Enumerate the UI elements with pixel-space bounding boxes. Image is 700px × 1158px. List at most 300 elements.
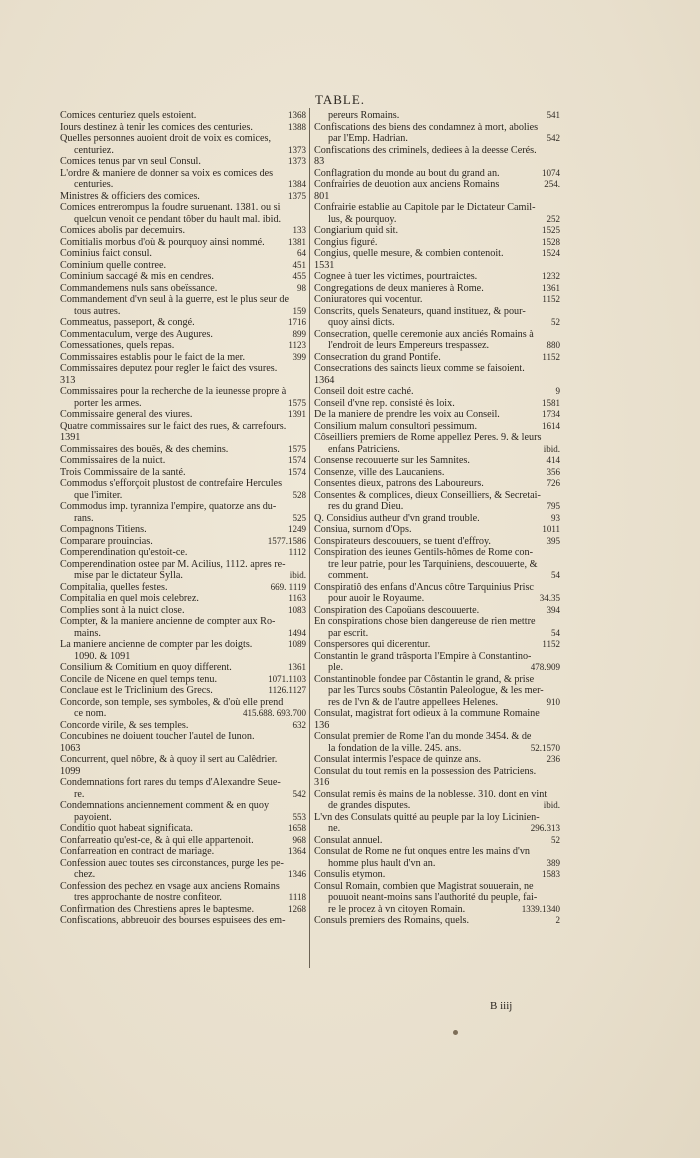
- index-entry: [60, 421, 306, 433]
- entry-page-ref: 1011: [542, 524, 560, 534]
- signature-mark: B iiij: [490, 1000, 513, 1012]
- entry-page-ref: 394: [546, 604, 560, 615]
- index-entry: [314, 478, 560, 490]
- entry-text: Conspiration des Capoüans descouuerte.: [314, 604, 480, 616]
- entry-page-ref: 1574: [288, 466, 306, 477]
- entry-text: Consentes & complices, dieux Conseilliers, & Secretai-: [314, 489, 541, 501]
- index-entry: [60, 352, 306, 364]
- entry-page-ref: 399: [292, 351, 306, 362]
- entry-text: Consecration, quelle ceremonie aux anciés Romains à: [314, 328, 534, 340]
- entry-page-ref: 2: [555, 915, 560, 925]
- entry-text: Commissaires establis pour le faict de la mer.: [60, 351, 246, 363]
- entry-text: Comessationes, quels repas.: [60, 340, 175, 351]
- index-entry: [60, 754, 306, 766]
- entry-text: pereurs Romains.: [328, 110, 400, 121]
- entry-text: 313: [60, 374, 76, 386]
- entry-text: par les Turcs soubs Côstantin Paleologue, & les mer-: [328, 685, 544, 696]
- index-entry: [60, 559, 306, 571]
- index-entry: [314, 214, 560, 226]
- entry-text: Commodus s'efforçoit plustost de contrefaire Hercules: [60, 478, 283, 489]
- index-entry: [60, 858, 306, 870]
- entry-page-ref: ibid.: [543, 800, 560, 810]
- entry-page-ref: 1074: [542, 167, 560, 178]
- entry-page-ref: 1071.1103: [268, 673, 306, 684]
- entry-page-ref: 726: [546, 478, 560, 488]
- entry-text: res de l'vn & de l'autre appellees Helenes.: [328, 696, 498, 708]
- index-entry: [314, 398, 560, 410]
- entry-text: Conseil d'vne rep. consisté ès loix.: [314, 397, 455, 409]
- index-entry: [314, 271, 560, 283]
- index-entry: [314, 122, 560, 134]
- entry-page-ref: 52: [551, 317, 560, 327]
- index-entry: [314, 455, 560, 467]
- index-entry: [60, 306, 306, 318]
- entry-page-ref: 1368: [288, 110, 306, 120]
- entry-text: Cominium saccagé & mis en cendres.: [60, 271, 214, 282]
- entry-text: quoy ainsi dicts.: [328, 317, 395, 328]
- entry-page-ref: 159: [292, 305, 306, 316]
- entry-page-ref: 632: [292, 719, 306, 730]
- index-entry: [314, 248, 560, 260]
- index-entry: [60, 593, 306, 605]
- entry-page-ref: 98: [297, 282, 306, 293]
- entry-text: la fondation de la ville. 245. ans.: [328, 742, 462, 754]
- index-entry: [60, 685, 306, 697]
- index-entry: [60, 191, 306, 203]
- entry-page-ref: 54: [551, 627, 560, 638]
- entry-page-ref: 296.313: [530, 823, 560, 833]
- entry-page-ref: 52.1570: [530, 742, 560, 753]
- entry-text: Confiscations des criminels, dediees à la deesse Cerés.: [314, 144, 537, 156]
- index-entry: [314, 156, 560, 168]
- index-entry: [60, 225, 306, 237]
- entry-text: Compitalia en quel mois celebrez.: [60, 593, 199, 604]
- index-entry: [60, 547, 306, 559]
- entry-text: ple.: [328, 662, 343, 673]
- index-entry: [314, 490, 560, 502]
- entry-text: Ministres & officiers des comices.: [60, 190, 200, 202]
- entry-text: Congius, quelle mesure, & combien contenoit.: [314, 248, 504, 259]
- entry-text: La maniere ancienne de compter par les doigts.: [60, 639, 253, 650]
- entry-page-ref: 1734: [542, 409, 560, 419]
- entry-page-ref: 1528: [542, 236, 560, 247]
- index-entry: [314, 754, 560, 766]
- entry-page-ref: 1381: [288, 236, 306, 247]
- index-entry: [314, 225, 560, 237]
- entry-page-ref: 1388: [288, 121, 306, 132]
- index-entry: [60, 639, 306, 651]
- index-entry: [60, 363, 306, 375]
- entry-page-ref: 968: [292, 834, 306, 845]
- index-entry: [314, 570, 560, 582]
- index-entry: [314, 697, 560, 709]
- entry-text: Consilium & Comitium en quoy different.: [60, 662, 232, 673]
- index-entry: [314, 812, 560, 824]
- index-entry: [60, 110, 306, 122]
- entry-text: 1391: [60, 432, 81, 443]
- entry-page-ref: 1583: [542, 869, 560, 879]
- index-entry: [60, 524, 306, 536]
- index-entry: [314, 662, 560, 674]
- entry-text: 1531: [314, 259, 335, 271]
- index-entry: [60, 248, 306, 260]
- index-entry: [60, 214, 306, 226]
- entry-text: quelcun venoit ce pendant tôber du hault mal. ibid.: [74, 213, 282, 225]
- index-entry: [314, 444, 560, 456]
- entry-text: 1099: [60, 765, 81, 777]
- index-entry: [60, 835, 306, 847]
- entry-page-ref: 1232: [542, 271, 560, 281]
- entry-page-ref: 1373: [288, 156, 306, 166]
- entry-text: Commandement d'vn seul à la guerre, est le plus seur de: [60, 294, 290, 305]
- entry-text: Concubines ne doiuent toucher l'autel de Iunon.: [60, 731, 255, 742]
- entry-text: par escrit.: [328, 627, 369, 639]
- entry-text: Conscrits, quels Senateurs, quand instituez, & pour-: [314, 305, 526, 317]
- entry-text: En conspirations chose bien dangereuse de rien mettre: [314, 616, 536, 627]
- index-entry: [60, 444, 306, 456]
- index-entry: [60, 915, 306, 927]
- index-entry: [60, 904, 306, 916]
- entry-text: De la maniere de prendre les voix au Conseil.: [314, 409, 500, 420]
- entry-page-ref: 899: [292, 328, 306, 339]
- entry-text: Consilium malum consultori pessimum.: [314, 420, 477, 432]
- entry-page-ref: 1658: [288, 823, 306, 833]
- index-entry: [60, 570, 306, 582]
- index-entry: [314, 881, 560, 893]
- index-entry: [314, 168, 560, 180]
- index-entry: [60, 605, 306, 617]
- index-entry: [60, 260, 306, 272]
- index-entry: [314, 674, 560, 686]
- index-entry: [314, 628, 560, 640]
- index-entry: [60, 674, 306, 686]
- entry-text: Comices entrerompus la foudre suruenant. 1381. ou si: [60, 202, 281, 213]
- entry-text: Comperendination qu'estoit-ce.: [60, 547, 188, 558]
- entry-text: Conseil doit estre caché.: [314, 386, 414, 397]
- right-column: [314, 110, 560, 927]
- entry-page-ref: 52: [551, 834, 560, 845]
- entry-text: Confrairies de deuotion aux anciens Romains: [314, 179, 500, 190]
- entry-page-ref: 1089: [288, 639, 306, 649]
- entry-page-ref: 252: [546, 213, 560, 224]
- entry-text: Commissaires pour la recherche de la ieunesse propre à: [60, 386, 287, 397]
- index-entry: [60, 616, 306, 628]
- entry-text: Confiscations des biens des condamnez à mort, abolies: [314, 121, 539, 133]
- entry-text: Condemnations fort rares du temps d'Alexandre Seue-: [60, 777, 281, 788]
- entry-text: L'vn des Consulats quitté au peuple par la loy Licinien-: [314, 811, 540, 823]
- index-entry: [314, 363, 560, 375]
- left-column: [60, 110, 306, 927]
- entry-text: comment.: [328, 570, 369, 581]
- index-entry: [60, 156, 306, 168]
- entry-text: Comperendination ostee par M. Acilius, 1112. apres re-: [60, 558, 286, 570]
- entry-page-ref: 1524: [542, 248, 560, 258]
- index-entry: [314, 582, 560, 594]
- index-entry: [314, 386, 560, 398]
- entry-page-ref: 1361: [542, 282, 560, 293]
- index-entry: [60, 628, 306, 640]
- entry-text: Confession des pechez en vsage aux anciens Romains: [60, 880, 280, 892]
- index-entry: [60, 490, 306, 502]
- index-entry: [314, 409, 560, 421]
- entry-page-ref: 254.: [544, 179, 560, 189]
- index-entry: [314, 835, 560, 847]
- entry-text: Consecrations des saincts lieux comme se faisoient.: [314, 363, 525, 374]
- entry-text: Confiscations, abbreuoir des bourses espuisees des em-: [60, 915, 286, 926]
- index-entry: [60, 271, 306, 283]
- index-entry: [60, 122, 306, 134]
- index-entry: [314, 421, 560, 433]
- entry-text: Concorde, son temple, ses symboles, & d'où elle prend: [60, 696, 284, 708]
- entry-page-ref: 54: [551, 570, 560, 580]
- entry-page-ref: 64: [297, 248, 306, 258]
- index-entry: [314, 904, 560, 916]
- entry-page-ref: 553: [292, 811, 306, 822]
- index-entry: [60, 168, 306, 180]
- index-entry: [314, 283, 560, 295]
- entry-text: Congregations de deux manieres à Rome.: [314, 282, 484, 294]
- entry-text: Compitalia, quelles festes.: [60, 581, 168, 593]
- index-entry: [314, 513, 560, 525]
- index-entry: [314, 708, 560, 720]
- entry-text: Confarreation en contract de mariage.: [60, 846, 215, 857]
- index-entry: [314, 329, 560, 341]
- entry-text: lus, & pourquoy.: [328, 213, 397, 225]
- entry-text: Quatre commissaires sur le faict des rues, & carrefours.: [60, 420, 287, 432]
- index-entry: [314, 800, 560, 812]
- entry-text: mise par le dictateur Sylla.: [74, 570, 183, 581]
- index-entry: [314, 616, 560, 628]
- entry-text: Confarreatio qu'est-ce, & à qui elle appartenoit.: [60, 834, 254, 846]
- entry-page-ref: 451: [292, 259, 306, 270]
- index-entry: [314, 823, 560, 835]
- index-entry: [60, 881, 306, 893]
- entry-text: Cognee à tuer les victimes, pourtraictes.: [314, 271, 478, 282]
- index-entry: [60, 869, 306, 881]
- entry-text: Commissaires des bouës, & des chemins.: [60, 443, 229, 455]
- index-entry: [60, 386, 306, 398]
- entry-text: mains.: [74, 627, 101, 639]
- index-entry: [60, 329, 306, 341]
- entry-text: Q. Considius autheur d'vn grand trouble.: [314, 512, 480, 524]
- entry-text: Confrairie establie au Capitole par le Dictateur Camil-: [314, 202, 536, 213]
- index-entry: [314, 766, 560, 778]
- entry-page-ref: 669. 1119: [270, 581, 306, 592]
- entry-page-ref: 795: [546, 501, 560, 511]
- index-entry: [60, 582, 306, 594]
- index-entry: [314, 536, 560, 548]
- ink-spot: [453, 1030, 458, 1035]
- index-entry: [314, 432, 560, 444]
- index-entry: [60, 777, 306, 789]
- entry-text: Conditio quot habeat significata.: [60, 823, 193, 834]
- entry-page-ref: 1391: [288, 409, 306, 419]
- entry-text: centuriez.: [74, 144, 114, 156]
- entry-page-ref: 1577.1586: [267, 535, 306, 546]
- index-entry: [60, 501, 306, 513]
- entry-text: Commissaires deputez pour regler le faict des vsures.: [60, 363, 278, 374]
- entry-page-ref: 1581: [542, 397, 560, 408]
- entry-text: Constantinoble fondee par Côstantin le grand, & prise: [314, 673, 535, 685]
- index-entry: [314, 352, 560, 364]
- entry-text: Compter, & la maniere ancienne de compter aux Ro-: [60, 616, 276, 627]
- index-entry: [314, 524, 560, 536]
- index-entry: [314, 306, 560, 318]
- entry-page-ref: 395: [546, 535, 560, 546]
- entry-text: tre leur patrie, pour les Tarquiniens, descouuerte, &: [328, 558, 538, 570]
- entry-text: payoient.: [74, 811, 112, 823]
- entry-text: Commeatus, passeport, & congé.: [60, 317, 195, 328]
- entry-text: homme plus hault d'vn an.: [328, 857, 436, 869]
- index-entry: [60, 536, 306, 548]
- index-entry: [60, 720, 306, 732]
- index-entry: [60, 892, 306, 904]
- entry-text: Commissaires de la nuict.: [60, 455, 166, 466]
- entry-text: Consulat du tout remis en la possession des Patriciens.: [314, 765, 537, 777]
- index-entry: [60, 179, 306, 191]
- entry-text: Consecration du grand Pontife.: [314, 351, 441, 363]
- index-entry: [60, 812, 306, 824]
- entry-page-ref: 1614: [542, 420, 560, 431]
- entry-text: pour auoir le Royaume.: [328, 593, 425, 604]
- entry-text: Comices abolis par decemuirs.: [60, 225, 186, 236]
- entry-text: Consenze, ville des Laucaniens.: [314, 466, 445, 478]
- entry-page-ref: 415.688. 693.700: [243, 708, 306, 718]
- entry-page-ref: 455: [292, 271, 306, 281]
- entry-text: Consulat intermis l'espace de quinze ans.: [314, 754, 482, 765]
- index-entry: [314, 846, 560, 858]
- entry-page-ref: 1152: [542, 294, 560, 304]
- entry-page-ref: 1268: [288, 903, 306, 914]
- entry-page-ref: 389: [546, 857, 560, 868]
- entry-page-ref: 525: [292, 512, 306, 523]
- entry-page-ref: 542: [292, 788, 306, 799]
- index-entry: [60, 789, 306, 801]
- index-entry: [314, 202, 560, 214]
- entry-text: 1063: [60, 742, 81, 754]
- entry-page-ref: 1083: [288, 604, 306, 615]
- entry-page-ref: 1112: [288, 547, 306, 557]
- entry-text: Coniuratores qui vocentur.: [314, 294, 423, 305]
- entry-page-ref: 1375: [288, 190, 306, 201]
- index-entry: [314, 133, 560, 145]
- entry-text: Conflagration du monde au bout du grand an.: [314, 167, 500, 179]
- index-entry: [314, 294, 560, 306]
- entry-page-ref: 542: [546, 133, 560, 143]
- entry-page-ref: 1575: [288, 443, 306, 454]
- entry-page-ref: 1152: [542, 639, 560, 649]
- index-entry: [314, 869, 560, 881]
- index-entry: [314, 145, 560, 157]
- entry-text: Consiua, surnom d'Ops.: [314, 524, 412, 535]
- entry-page-ref: 34.35: [539, 593, 560, 603]
- entry-text: Trois Commissaire de la santé.: [60, 466, 186, 478]
- entry-page-ref: 414: [546, 455, 560, 465]
- entry-text: Compagnons Titiens.: [60, 524, 147, 535]
- entry-page-ref: 133: [292, 225, 306, 235]
- index-entry: [314, 340, 560, 352]
- entry-page-ref: 1574: [288, 455, 306, 465]
- entry-page-ref: 1364: [288, 846, 306, 856]
- index-entry: [314, 858, 560, 870]
- entry-text: 1364: [314, 374, 335, 386]
- entry-page-ref: 528: [292, 489, 306, 500]
- index-entry: [314, 501, 560, 513]
- entry-page-ref: 93: [551, 512, 560, 523]
- entry-text: 316: [314, 777, 330, 788]
- index-entry: [60, 409, 306, 421]
- index-entry: [314, 789, 560, 801]
- index-entry: [60, 202, 306, 214]
- index-entry: [314, 731, 560, 743]
- entry-text: 801: [314, 190, 330, 202]
- index-entry: [60, 743, 306, 755]
- index-entry: [314, 547, 560, 559]
- entry-text: Condemnations anciennement comment & en quoy: [60, 800, 270, 811]
- entry-text: Commissaire general des viures.: [60, 409, 193, 420]
- index-entry: [60, 283, 306, 295]
- entry-text: centuries.: [74, 179, 114, 190]
- entry-text: 136: [314, 719, 330, 731]
- index-entry: [314, 720, 560, 732]
- entry-text: Cominium quelle contree.: [60, 259, 167, 271]
- entry-page-ref: 880: [546, 340, 560, 350]
- index-entry: [60, 237, 306, 249]
- entry-text: Cominius faict consul.: [60, 248, 152, 259]
- index-entry: [314, 317, 560, 329]
- entry-page-ref: 1163: [288, 593, 306, 603]
- entry-page-ref: 1123: [288, 340, 306, 350]
- entry-text: Constantin le grand trâsporta l'Empire à Constantino-: [314, 650, 532, 662]
- index-entry: [314, 651, 560, 663]
- entry-text: Consense recouuerte sur les Samnites.: [314, 455, 470, 466]
- index-entry: [314, 915, 560, 927]
- entry-text: Congiarium quid sit.: [314, 225, 399, 236]
- entry-text: 1090. & 1091: [74, 650, 131, 662]
- entry-page-ref: 1126.1127: [268, 685, 306, 695]
- index-entry: [60, 294, 306, 306]
- entry-text: tres approchante de nostre confiteor.: [74, 892, 222, 903]
- entry-page-ref: 1373: [288, 144, 306, 155]
- entry-page-ref: 910: [546, 696, 560, 707]
- index-entry: [60, 513, 306, 525]
- entry-text: re.: [74, 788, 85, 800]
- entry-text: L'ordre & maniere de donner sa voix es comices des: [60, 167, 274, 179]
- entry-text: l'endroit de leurs Empereurs trespassez.: [328, 340, 490, 351]
- column-divider: [309, 108, 310, 968]
- entry-text: pouuoit neant-moins sans l'authorité du peuple, fai-: [328, 892, 538, 903]
- entry-text: de grandes disputes.: [328, 800, 411, 811]
- entry-text: Commandemens nuls sans obeïssance.: [60, 282, 218, 294]
- index-entry: [314, 375, 560, 387]
- entry-text: Concorde virile, & ses temples.: [60, 719, 189, 731]
- entry-page-ref: ibid.: [543, 443, 560, 454]
- entry-text: Commodus imp. tyranniza l'empire, quatorze ans du-: [60, 501, 277, 512]
- index-entry: [60, 375, 306, 387]
- entry-text: Consulat remis ès mains de la noblesse. 310. dont en vint: [314, 788, 548, 800]
- index-entry: [60, 731, 306, 743]
- index-entry: [314, 605, 560, 617]
- entry-page-ref: 541: [546, 110, 560, 120]
- entry-text: Côseilliers premiers de Rome appellez Peres. 9. & leurs: [314, 432, 542, 443]
- entry-text: Conspirateurs descouuers, se tuent d'effroy.: [314, 535, 491, 547]
- index-entry: [314, 685, 560, 697]
- index-entry: [60, 398, 306, 410]
- entry-page-ref: 1525: [542, 225, 560, 235]
- index-entry: [60, 846, 306, 858]
- index-entry: [314, 892, 560, 904]
- entry-text: res du grand Dieu.: [328, 501, 404, 512]
